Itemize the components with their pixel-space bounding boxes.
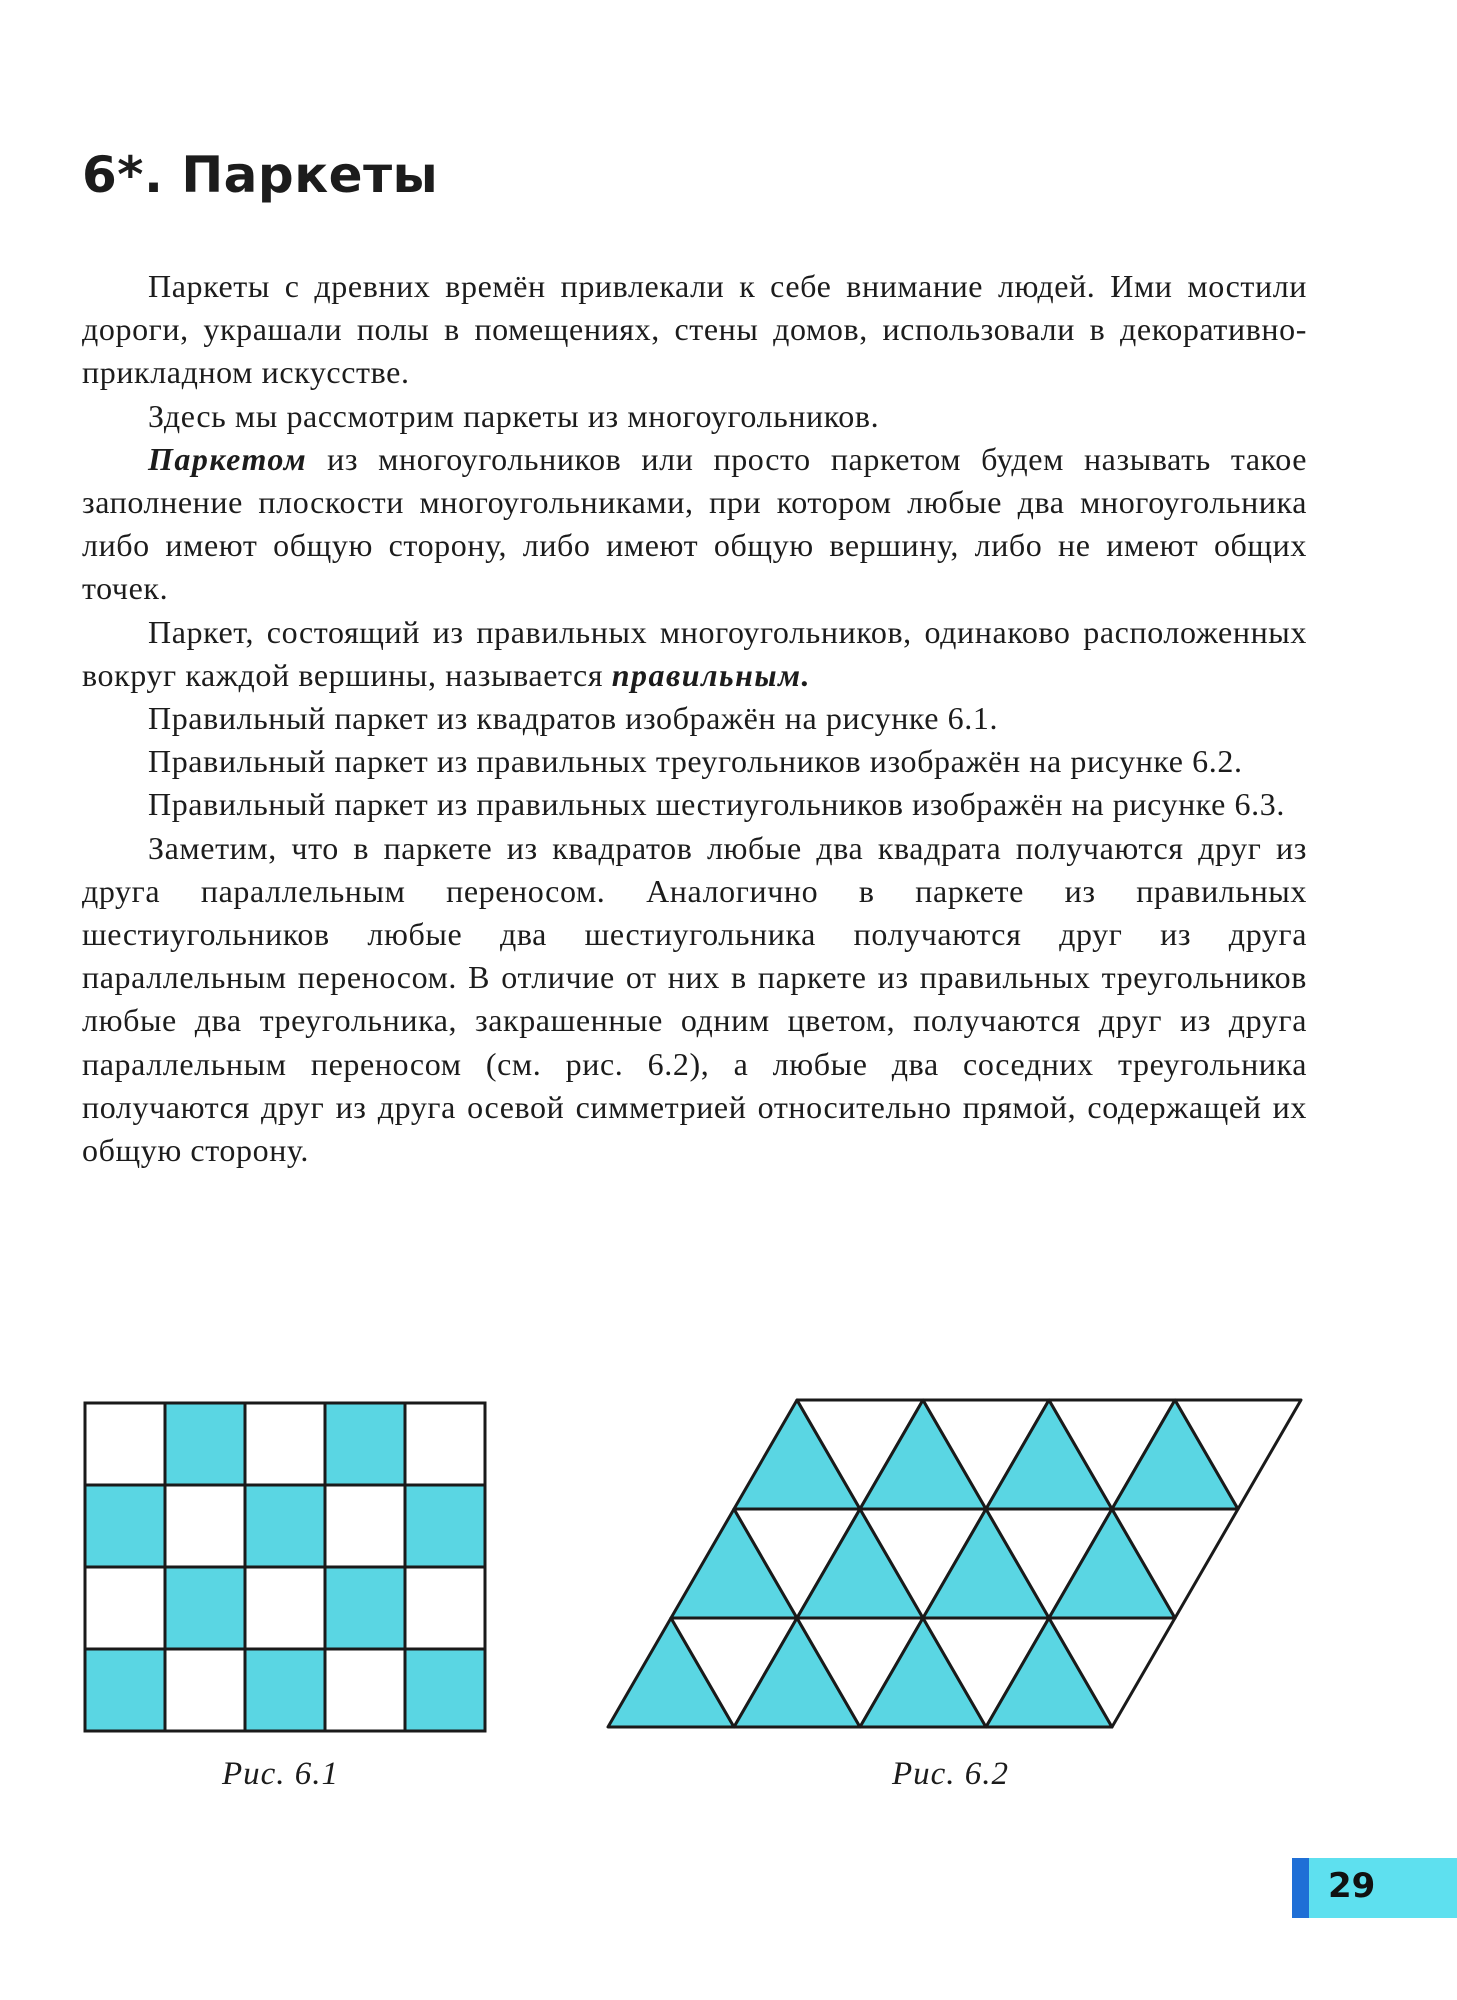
paragraph-5: Правильный паркет из квадратов изображён на рисунке 6.1. <box>148 700 999 737</box>
body-text <box>82 265 1307 1172</box>
filled-square <box>85 1485 165 1567</box>
triangle-parquet-figure <box>600 1396 1312 1736</box>
filled-square <box>85 1649 165 1731</box>
empty-square <box>245 1567 325 1649</box>
empty-square <box>165 1485 245 1567</box>
filled-square <box>245 1649 325 1731</box>
filled-square <box>165 1403 245 1485</box>
term-parquet: Паркетом <box>148 440 308 477</box>
empty-square <box>85 1403 165 1485</box>
filled-square <box>405 1649 485 1731</box>
empty-square <box>165 1649 245 1731</box>
filled-square <box>165 1567 245 1649</box>
paragraph-3-text: из многоугольников или просто паркетом будем называть такое заполнение плоскости многоугольниками, при котором любые два многоугольника либо имеют общую сторону, либо имеют общую вершину, либо не имеют общих точек. <box>82 440 1307 607</box>
paragraph-4 <box>82 611 1307 697</box>
filled-square <box>325 1403 405 1485</box>
paragraph-7: Правильный паркет из правильных шестиугольников изображён на рисунке 6.3. <box>148 786 1285 823</box>
page-title: 6*. Паркеты <box>82 146 439 204</box>
empty-square <box>405 1567 485 1649</box>
paragraph-3 <box>82 438 1307 611</box>
term-regular: правильным. <box>611 656 812 693</box>
figure-6-1-caption: Рис. 6.1 <box>222 1756 340 1792</box>
filled-square <box>245 1485 325 1567</box>
square-parquet-figure <box>82 1400 496 1736</box>
paragraph-6: Правильный паркет из правильных треугольников изображён на рисунке 6.2. <box>148 743 1243 780</box>
empty-square <box>325 1485 405 1567</box>
paragraph-1: Паркеты с древних времён привлекали к себе внимание людей. Ими мостили дороги, украшали полы в помещениях, стены домов, использовали в декоративно-прикладном искусстве. <box>82 268 1307 391</box>
empty-square <box>405 1403 485 1485</box>
page-number: 29 <box>1328 1866 1376 1906</box>
paragraph-2: Здесь мы рассмотрим паркеты из многоугольников. <box>148 397 880 434</box>
filled-square <box>325 1567 405 1649</box>
paragraph-4-text: Паркет, состоящий из правильных многоугольников, одинаково расположенных вокруг каждой вершины, называется <box>82 613 1307 693</box>
filled-square <box>405 1485 485 1567</box>
figure-6-2-caption: Рис. 6.2 <box>892 1756 1010 1792</box>
paragraph-8: Заметим, что в паркете из квадратов любые два квадрата получаются друг из друга параллельным переносом. Аналогично в паркете из правильных шестиугольников любые два шестиугольника получаются друг из друга параллельным переносом. В отличие от них в паркете из правильных треугольников любые два треугольника, закрашенные одним цветом, получаются друг из друга параллельным переносом (см. рис. 6.2), а любые два соседних треугольника получаются друг из друга осевой симметрией относительно прямой, содержащей их общую сторону. <box>82 829 1307 1169</box>
empty-square <box>325 1649 405 1731</box>
empty-square <box>85 1567 165 1649</box>
empty-square <box>245 1403 325 1485</box>
